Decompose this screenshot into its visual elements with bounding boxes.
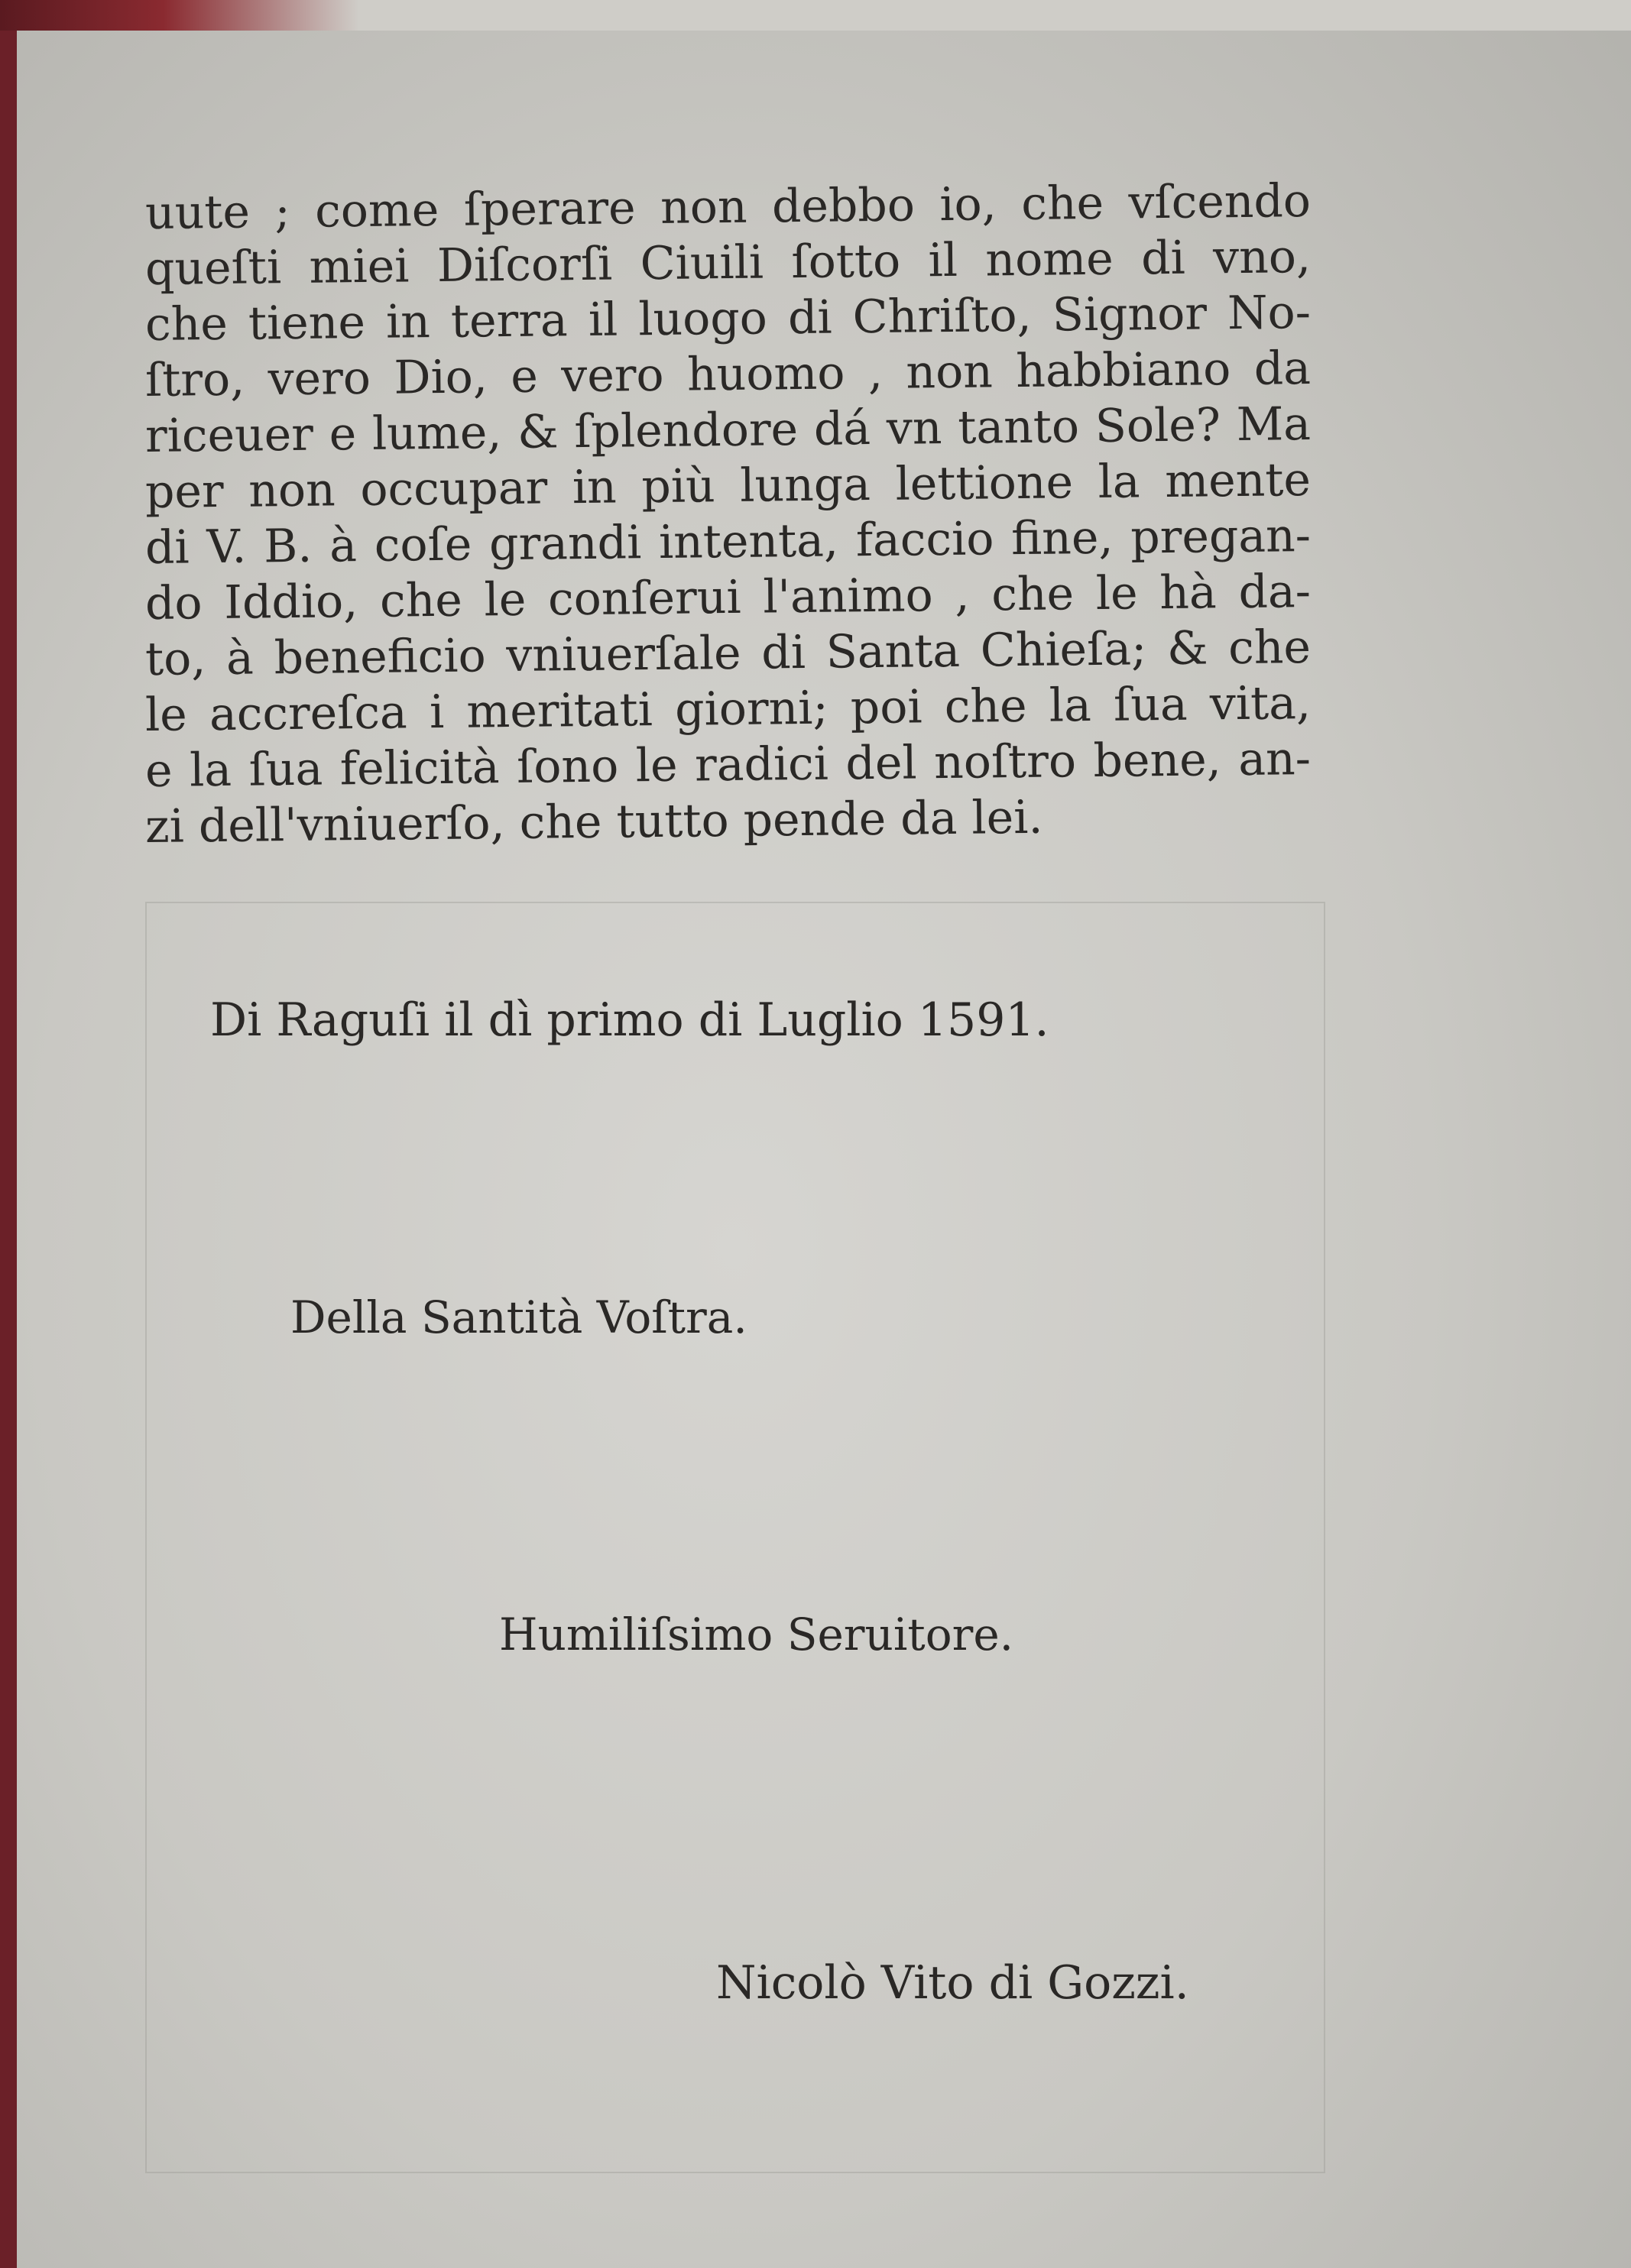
text-line: e la ſua felicità ſono le radici del noſtro bene, an- — [144, 732, 1312, 798]
letter-body — [144, 174, 1312, 854]
letter-date: Di Raguſi il dì primo di Luglio 1591. — [210, 993, 1049, 1047]
text-line: queſti miei Diſcorſi Ciuili ſotto il nome di vno, — [144, 230, 1312, 296]
letter-signature: Nicolò Vito di Gozzi. — [716, 1956, 1189, 2010]
book-cover-edge — [0, 0, 17, 2268]
letter-servant: Humiliſsimo Seruitore. — [499, 1609, 1014, 1661]
text-line: riceuer e lume, & ſplendore dá vn tanto Sole? Ma — [144, 397, 1312, 463]
letter-closing: Della Santità Voſtra. — [290, 1291, 747, 1343]
text-line: to, à beneficio vniuerſale di Santa Chieſa; & che — [144, 620, 1312, 686]
text-line: do Iddio, che le conſerui l'animo , che le hà da- — [144, 565, 1312, 630]
text-line: di V. B. à coſe grandi intenta, faccio fine, pregan- — [144, 509, 1312, 575]
book-cover-corner — [0, 0, 1631, 31]
text-line: ſtro, vero Dio, e vero huomo , non habbiano da — [144, 342, 1312, 407]
text-line: zi dell'vniuerſo, che tutto pende da lei. — [144, 790, 1043, 854]
text-line: le accreſca i meritati giorni; poi che la ſua vita, — [144, 676, 1312, 742]
text-line: uute ; come ſperare non debbo io, che vſcendo — [144, 174, 1312, 240]
text-line: per non occupar in più lunga lettione la mente — [144, 453, 1312, 519]
text-line: che tiene in terra il luogo di Chriſto, Signor No- — [144, 286, 1312, 352]
